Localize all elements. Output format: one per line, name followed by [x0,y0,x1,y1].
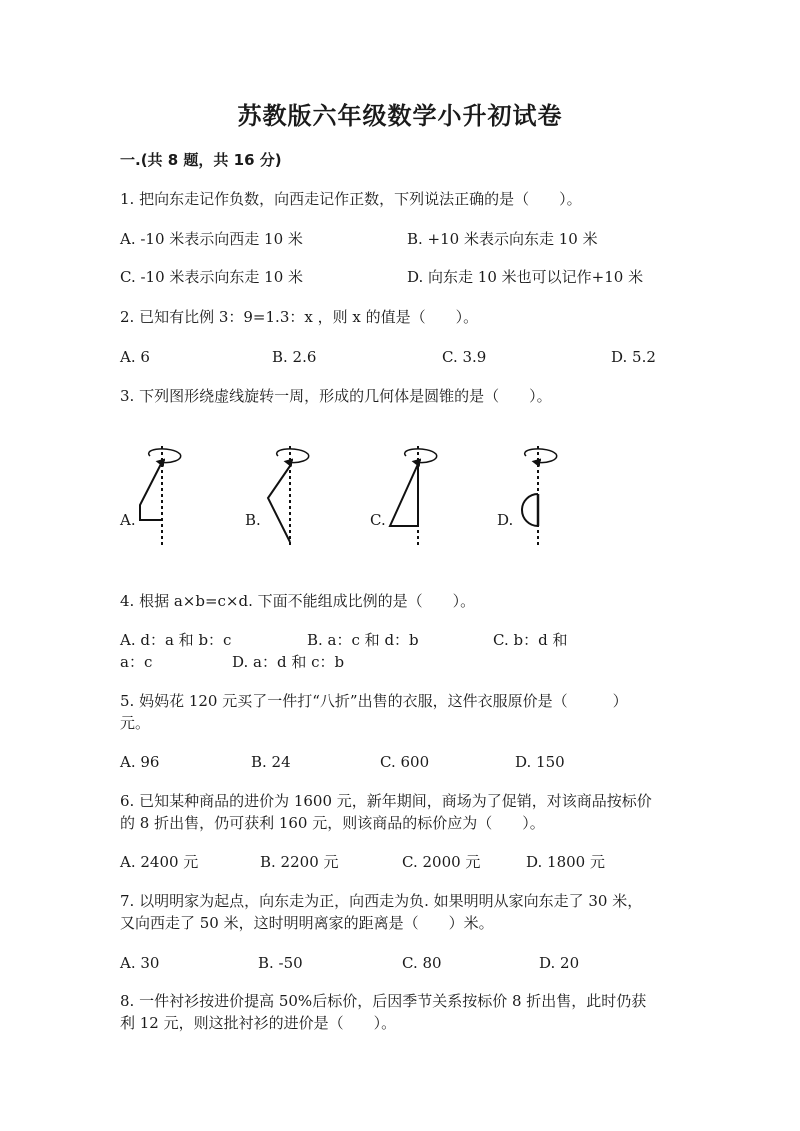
question-2-stem: 2. 已知有比例 3：9=1.3：x ，则 x 的值是（ ）。 [120,308,479,326]
question-1-option-d: D. 向东走 10 米也可以记作+10 米 [407,268,644,286]
question-7-stem: 7. 以明明家为起点，向东走为正，向西走为负. 如果明明从家向东走了 30 米， [120,892,643,910]
question-4-option-a: A. d：a 和 b：c [120,631,232,649]
question-5-stem: 5. 妈妈花 120 元买了一件打“八折”出售的衣服，这件衣服原价是（ ） [120,692,628,710]
question-3-option-d: D. [497,511,514,529]
figure-d-shape [522,446,557,546]
question-4-option-c: C. b：d 和 [493,631,568,649]
question-2-option-a: A. 6 [120,348,150,366]
question-1-option-b: B. +10 米表示向东走 10 米 [407,230,598,248]
question-4-option-d: D. a：d 和 c：b [232,653,345,671]
question-3-option-b: B. [245,511,261,529]
section-header: 一.(共 8 题，共 16 分) [120,151,282,169]
question-5-option-c: C. 600 [380,753,430,771]
question-7-option-b: B. -50 [258,954,303,972]
figure-b-shape [268,446,309,546]
question-6-option-b: B. 2200 元 [260,853,339,871]
question-4-option-b: B. a：c 和 d：b [307,631,419,649]
question-5-stem-cont: 元。 [120,714,151,732]
question-6-stem: 6. 已知某种商品的进价为 1600 元，新年期间，商场为了促销，对该商品按标价 [120,792,652,810]
figure-a-shape [140,446,181,546]
question-3-figures [110,440,570,552]
question-2-option-c: C. 3.9 [442,348,487,366]
question-5-option-b: B. 24 [251,753,291,771]
question-7-stem-cont: 又向西走了 50 米，这时明明离家的距离是（ ）米。 [120,914,494,932]
question-6-stem-cont: 的 8 折出售，仍可获利 160 元，则该商品的标价应为（ ）。 [120,814,545,832]
question-6-option-c: C. 2000 元 [402,853,481,871]
page-title: 苏教版六年级数学小升初试卷 [237,102,563,130]
question-2-option-b: B. 2.6 [272,348,317,366]
question-7-option-c: C. 80 [402,954,442,972]
question-3-stem: 3. 下列图形绕虚线旋转一周，形成的几何体是圆锥的是（ ）。 [120,387,552,405]
question-4-option-c-cont: a：c [120,653,153,671]
figure-c-shape [390,446,437,546]
question-8-stem-cont: 利 12 元，则这批衬衫的进价是（ ）。 [120,1014,397,1032]
question-1-option-c: C. -10 米表示向东走 10 米 [120,268,304,286]
question-8-stem: 8. 一件衬衫按进价提高 50%后标价，后因季节关系按标价 8 折出售，此时仍获 [120,992,647,1010]
question-7-option-d: D. 20 [539,954,580,972]
question-6-option-a: A. 2400 元 [120,853,199,871]
question-5-option-d: D. 150 [515,753,565,771]
question-7-option-a: A. 30 [120,954,160,972]
question-2-option-d: D. 5.2 [611,348,656,366]
question-4-stem: 4. 根据 a×b=c×d. 下面不能组成比例的是（ ）。 [120,592,476,610]
question-1-stem: 1. 把向东走记作负数，向西走记作正数，下列说法正确的是（ ）。 [120,190,582,208]
question-1-option-a: A. -10 米表示向西走 10 米 [120,230,303,248]
question-3-option-a: A. [120,511,136,529]
question-3-option-c: C. [370,511,386,529]
question-6-option-d: D. 1800 元 [526,853,605,871]
question-5-option-a: A. 96 [120,753,160,771]
